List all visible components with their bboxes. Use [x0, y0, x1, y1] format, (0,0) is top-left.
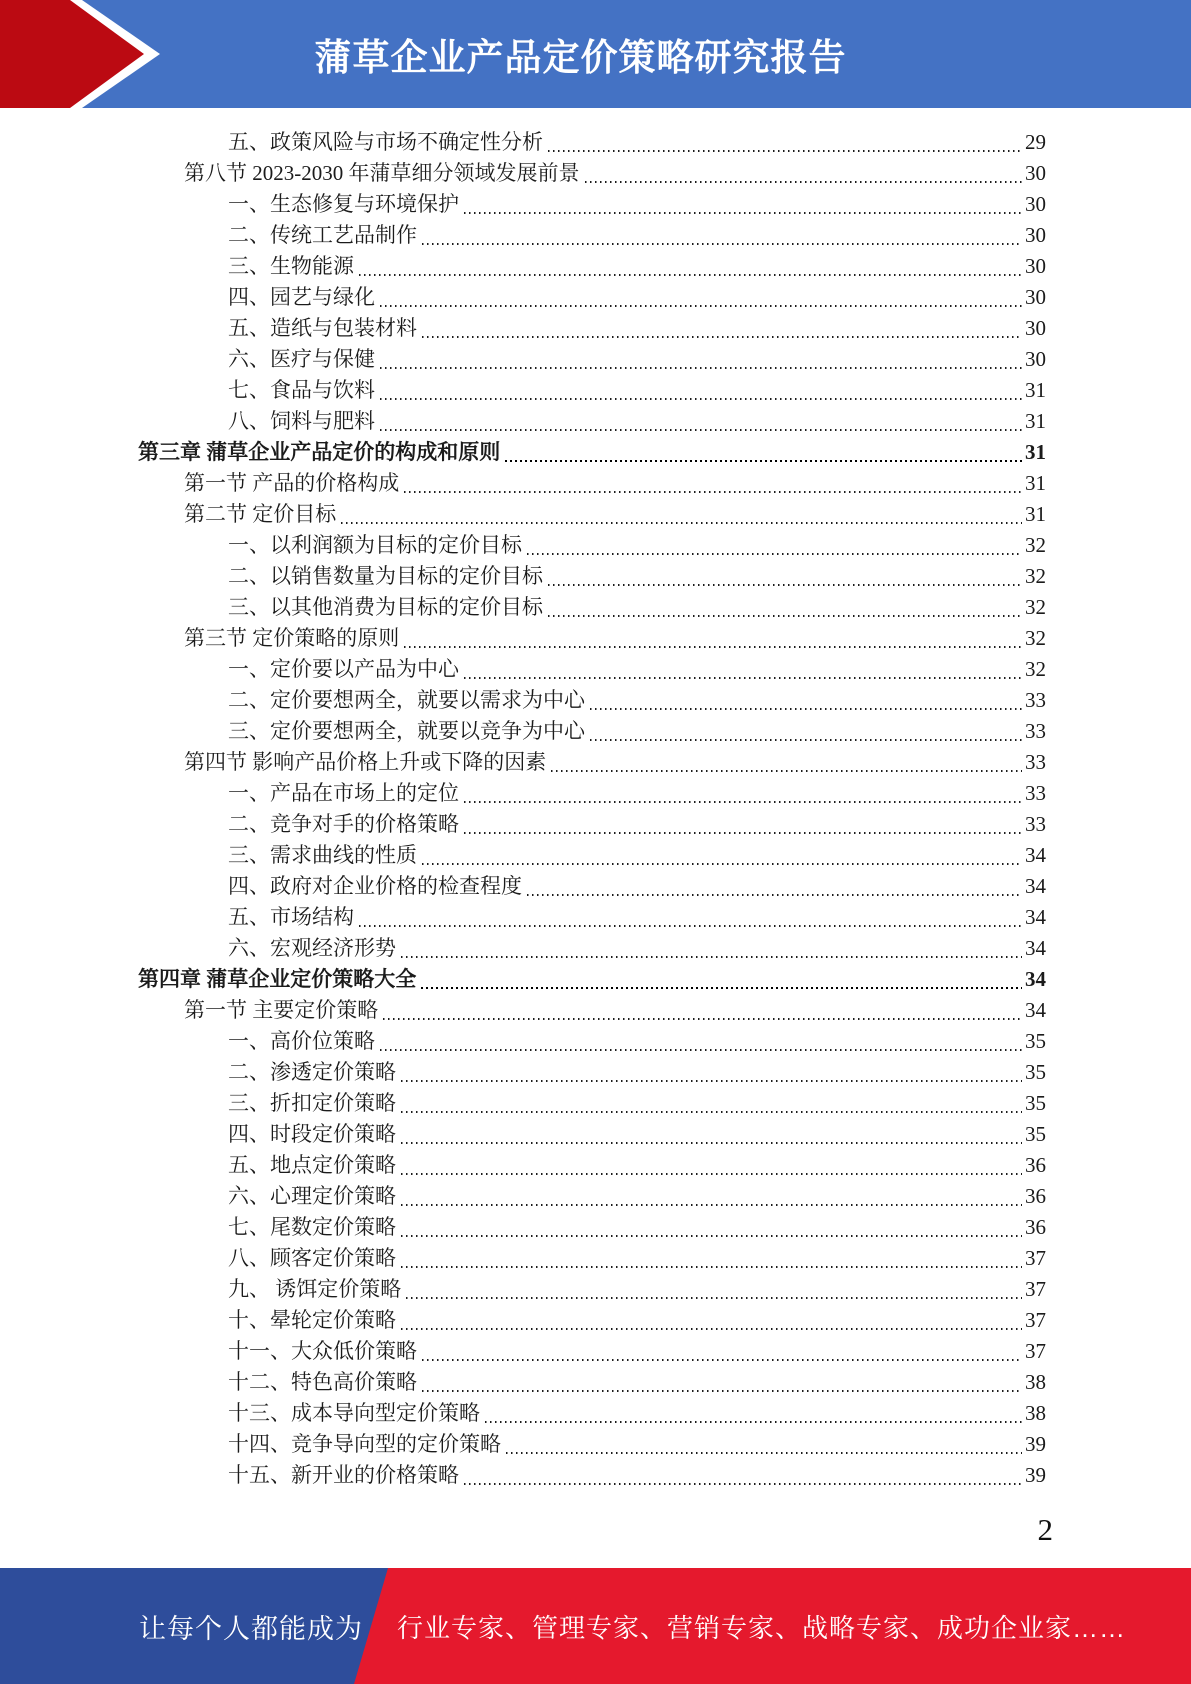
toc-entry-label: 十、晕轮定价策略 — [228, 1308, 396, 1332]
dot-leader — [527, 553, 1022, 555]
toc-entry[interactable] — [0, 1088, 1191, 1119]
dot-leader — [401, 1080, 1022, 1082]
dot-leader — [548, 150, 1022, 152]
toc-entry-page: 30 — [1025, 223, 1046, 247]
toc-entry-label: 三、生物能源 — [228, 254, 354, 278]
toc-entry-page: 35 — [1025, 1091, 1046, 1115]
toc-entry[interactable] — [0, 778, 1191, 809]
dot-leader — [422, 863, 1022, 865]
toc-entry-label: 一、以利润额为目标的定价目标 — [228, 533, 522, 557]
toc-entry[interactable] — [0, 1150, 1191, 1181]
toc-entry-label: 一、高价位策略 — [228, 1029, 375, 1053]
toc-entry-page: 34 — [1025, 936, 1046, 960]
dot-leader — [401, 1111, 1022, 1113]
toc-entry-page: 31 — [1025, 502, 1046, 526]
dot-leader — [401, 1173, 1022, 1175]
toc-entry-label: 第一节 主要定价策略 — [184, 998, 379, 1022]
dot-leader — [404, 646, 1022, 648]
toc-entry[interactable] — [0, 499, 1191, 530]
toc-entry-label: 八、顾客定价策略 — [228, 1246, 396, 1270]
dot-leader — [464, 677, 1022, 679]
toc-entry-page: 34 — [1025, 967, 1046, 991]
toc-entry-page: 33 — [1025, 750, 1046, 774]
dot-leader — [590, 708, 1022, 710]
toc-entry-label: 第四章 蒲草企业定价策略大全 — [138, 967, 417, 991]
toc-entry-page: 34 — [1025, 843, 1046, 867]
toc-entry-label: 七、尾数定价策略 — [228, 1215, 396, 1239]
dot-leader — [401, 1204, 1022, 1206]
dot-leader — [401, 1328, 1022, 1330]
dot-leader — [464, 801, 1022, 803]
toc-entry-label: 五、造纸与包装材料 — [228, 316, 417, 340]
toc-entry-page: 30 — [1025, 285, 1046, 309]
toc-entry-label: 十四、竞争导向型的定价策略 — [228, 1432, 501, 1456]
toc-entry-page: 34 — [1025, 874, 1046, 898]
toc-entry-page: 33 — [1025, 812, 1046, 836]
toc-entry-page: 39 — [1025, 1463, 1046, 1487]
toc-entry-label: 三、折扣定价策略 — [228, 1091, 396, 1115]
toc-entry-label: 四、时段定价策略 — [228, 1122, 396, 1146]
toc-entry-page: 37 — [1025, 1339, 1046, 1363]
toc-entry[interactable] — [0, 1212, 1191, 1243]
page-number: 2 — [1037, 1512, 1053, 1547]
toc-entry[interactable] — [0, 1429, 1191, 1460]
toc-entry-page: 35 — [1025, 1122, 1046, 1146]
toc-entry-label: 一、产品在市场上的定位 — [228, 781, 459, 805]
toc-entry[interactable] — [0, 1057, 1191, 1088]
toc-entry[interactable] — [0, 158, 1191, 189]
toc-entry[interactable] — [0, 1026, 1191, 1057]
toc-entry-page: 34 — [1025, 905, 1046, 929]
toc-entry-page: 35 — [1025, 1029, 1046, 1053]
toc-entry[interactable] — [0, 251, 1191, 282]
dot-leader — [551, 770, 1022, 772]
toc-entry[interactable] — [0, 344, 1191, 375]
toc-entry[interactable] — [0, 933, 1191, 964]
dot-leader — [422, 1390, 1022, 1392]
toc-entry[interactable] — [0, 127, 1191, 158]
toc-entry-label: 第八节 2023-2030 年蒲草细分领域发展前景 — [184, 161, 580, 185]
toc-entry[interactable] — [0, 1119, 1191, 1150]
toc-entry[interactable] — [0, 375, 1191, 406]
toc-entry[interactable] — [0, 592, 1191, 623]
dot-leader — [506, 1452, 1022, 1454]
toc-entry-page: 31 — [1025, 440, 1046, 464]
toc-entry-page: 31 — [1025, 471, 1046, 495]
toc-entry[interactable] — [0, 406, 1191, 437]
toc-entry-label: 第四节 影响产品价格上升或下降的因素 — [184, 750, 547, 774]
toc-entry-label: 五、地点定价策略 — [228, 1153, 396, 1177]
toc-entry-label: 十五、新开业的价格策略 — [228, 1463, 459, 1487]
toc-entry[interactable] — [0, 1398, 1191, 1429]
toc-entry-label: 二、渗透定价策略 — [228, 1060, 396, 1084]
dot-leader — [422, 1359, 1022, 1361]
toc-entry[interactable] — [0, 561, 1191, 592]
dot-leader — [464, 832, 1022, 834]
toc-entry[interactable] — [0, 1305, 1191, 1336]
toc-entry-page: 32 — [1025, 533, 1046, 557]
dot-leader — [401, 1142, 1022, 1144]
footer-slogan-right: 行业专家、管理专家、营销专家、战略专家、成功企业家…… — [397, 1612, 1127, 1643]
dot-leader — [380, 398, 1022, 400]
dot-leader — [380, 1049, 1022, 1051]
toc-entry-label: 四、政府对企业价格的检查程度 — [228, 874, 522, 898]
toc-entry[interactable] — [0, 809, 1191, 840]
toc-entry-page: 31 — [1025, 409, 1046, 433]
toc-entry[interactable] — [0, 189, 1191, 220]
toc-entry-page: 35 — [1025, 1060, 1046, 1084]
dot-leader — [505, 460, 1022, 462]
toc-entry-label: 五、市场结构 — [228, 905, 354, 929]
toc-entry-label: 三、需求曲线的性质 — [228, 843, 417, 867]
toc-entry-label: 第三节 定价策略的原则 — [184, 626, 400, 650]
dot-leader — [464, 212, 1022, 214]
toc-entry[interactable] — [0, 282, 1191, 313]
toc-entry-page: 32 — [1025, 657, 1046, 681]
toc-entry[interactable] — [0, 1274, 1191, 1305]
toc-entry[interactable] — [0, 840, 1191, 871]
toc-entry-label: 第三章 蒲草企业产品定价的构成和原则 — [138, 440, 501, 464]
dot-leader — [421, 987, 1022, 989]
toc-entry-label: 三、以其他消费为目标的定价目标 — [228, 595, 543, 619]
toc-entry[interactable] — [0, 902, 1191, 933]
toc-entry[interactable] — [0, 685, 1191, 716]
toc-entry[interactable] — [0, 747, 1191, 778]
toc-entry-page: 32 — [1025, 626, 1046, 650]
dot-leader — [359, 274, 1022, 276]
toc-entry-label: 七、食品与饮料 — [228, 378, 375, 402]
dot-leader — [585, 181, 1023, 183]
toc-entry[interactable] — [0, 530, 1191, 561]
toc-entry-page: 30 — [1025, 316, 1046, 340]
dot-leader — [527, 894, 1022, 896]
toc-entry[interactable] — [0, 716, 1191, 747]
dot-leader — [464, 1483, 1022, 1485]
dot-leader — [380, 367, 1022, 369]
toc-entry[interactable] — [0, 871, 1191, 902]
toc-entry-page: 38 — [1025, 1370, 1046, 1394]
toc-entry-label: 二、以销售数量为目标的定价目标 — [228, 564, 543, 588]
toc-entry-page: 37 — [1025, 1308, 1046, 1332]
toc-entry-label: 四、园艺与绿化 — [228, 285, 375, 309]
toc — [0, 127, 1191, 1491]
toc-entry-label: 五、政策风险与市场不确定性分析 — [228, 130, 543, 154]
header-banner — [0, 0, 1191, 108]
toc-entry[interactable] — [0, 313, 1191, 344]
toc-entry-label: 十二、特色高价策略 — [228, 1370, 417, 1394]
dot-leader — [485, 1421, 1022, 1423]
toc-entry[interactable] — [0, 468, 1191, 499]
toc-entry-page: 37 — [1025, 1246, 1046, 1270]
toc-entry-page: 33 — [1025, 719, 1046, 743]
dot-leader — [548, 615, 1022, 617]
dot-leader — [401, 1266, 1022, 1268]
toc-entry[interactable] — [0, 995, 1191, 1026]
toc-entry-page: 30 — [1025, 161, 1046, 185]
toc-entry-page: 36 — [1025, 1184, 1046, 1208]
toc-entry-page: 36 — [1025, 1153, 1046, 1177]
report-title: 蒲草企业产品定价策略研究报告 — [314, 37, 847, 78]
toc-entry-page: 32 — [1025, 595, 1046, 619]
toc-entry[interactable] — [0, 1367, 1191, 1398]
toc-entry-page: 32 — [1025, 564, 1046, 588]
toc-entry-label: 第二节 定价目标 — [184, 502, 337, 526]
toc-entry[interactable] — [0, 437, 1191, 468]
dot-leader — [404, 491, 1022, 493]
toc-entry[interactable] — [0, 1460, 1191, 1491]
toc-entry-page: 30 — [1025, 347, 1046, 371]
toc-entry-page: 30 — [1025, 192, 1046, 216]
toc-entry[interactable] — [0, 623, 1191, 654]
toc-entry-label: 六、心理定价策略 — [228, 1184, 396, 1208]
toc-entry-page: 33 — [1025, 781, 1046, 805]
toc-entry-label: 二、传统工艺品制作 — [228, 223, 417, 247]
toc-entry-page: 30 — [1025, 254, 1046, 278]
toc-entry[interactable] — [0, 1243, 1191, 1274]
toc-entry-page: 31 — [1025, 378, 1046, 402]
dot-leader — [359, 925, 1022, 927]
dot-leader — [406, 1297, 1022, 1299]
toc-entry-label: 六、医疗与保健 — [228, 347, 375, 371]
toc-entry[interactable] — [0, 654, 1191, 685]
dot-leader — [422, 336, 1022, 338]
toc-entry-page: 36 — [1025, 1215, 1046, 1239]
toc-entry[interactable] — [0, 964, 1191, 995]
toc-entry-page: 34 — [1025, 998, 1046, 1022]
toc-entry-label: 九、 诱饵定价策略 — [228, 1277, 402, 1301]
toc-entry-label: 十三、成本导向型定价策略 — [228, 1401, 480, 1425]
toc-entry-label: 三、定价要想两全，就要以竞争为中心 — [228, 719, 585, 743]
toc-entry-page: 33 — [1025, 688, 1046, 712]
dot-leader — [341, 522, 1022, 524]
dot-leader — [380, 429, 1022, 431]
footer-slogan-left: 让每个人都能成为 — [139, 1613, 363, 1644]
toc-entry[interactable] — [0, 1181, 1191, 1212]
dot-leader — [401, 956, 1022, 958]
toc-entry-page: 37 — [1025, 1277, 1046, 1301]
dot-leader — [380, 305, 1022, 307]
toc-entry-label: 八、饲料与肥料 — [228, 409, 375, 433]
toc-entry-label: 第一节 产品的价格构成 — [184, 471, 400, 495]
toc-entry[interactable] — [0, 1336, 1191, 1367]
toc-entry-page: 39 — [1025, 1432, 1046, 1456]
toc-entry-page: 38 — [1025, 1401, 1046, 1425]
toc-entry[interactable] — [0, 220, 1191, 251]
dot-leader — [590, 739, 1022, 741]
toc-entry-label: 十一、大众低价策略 — [228, 1339, 417, 1363]
toc-entry-page: 29 — [1025, 130, 1046, 154]
toc-entry-label: 六、宏观经济形势 — [228, 936, 396, 960]
toc-entry-label: 一、生态修复与环境保护 — [228, 192, 459, 216]
dot-leader — [401, 1235, 1022, 1237]
footer-banner — [0, 1568, 1191, 1684]
toc-entry-label: 二、竞争对手的价格策略 — [228, 812, 459, 836]
dot-leader — [422, 243, 1022, 245]
dot-leader — [383, 1018, 1022, 1020]
dot-leader — [548, 584, 1022, 586]
toc-entry-label: 一、定价要以产品为中心 — [228, 657, 459, 681]
toc-entry-label: 二、定价要想两全，就要以需求为中心 — [228, 688, 585, 712]
